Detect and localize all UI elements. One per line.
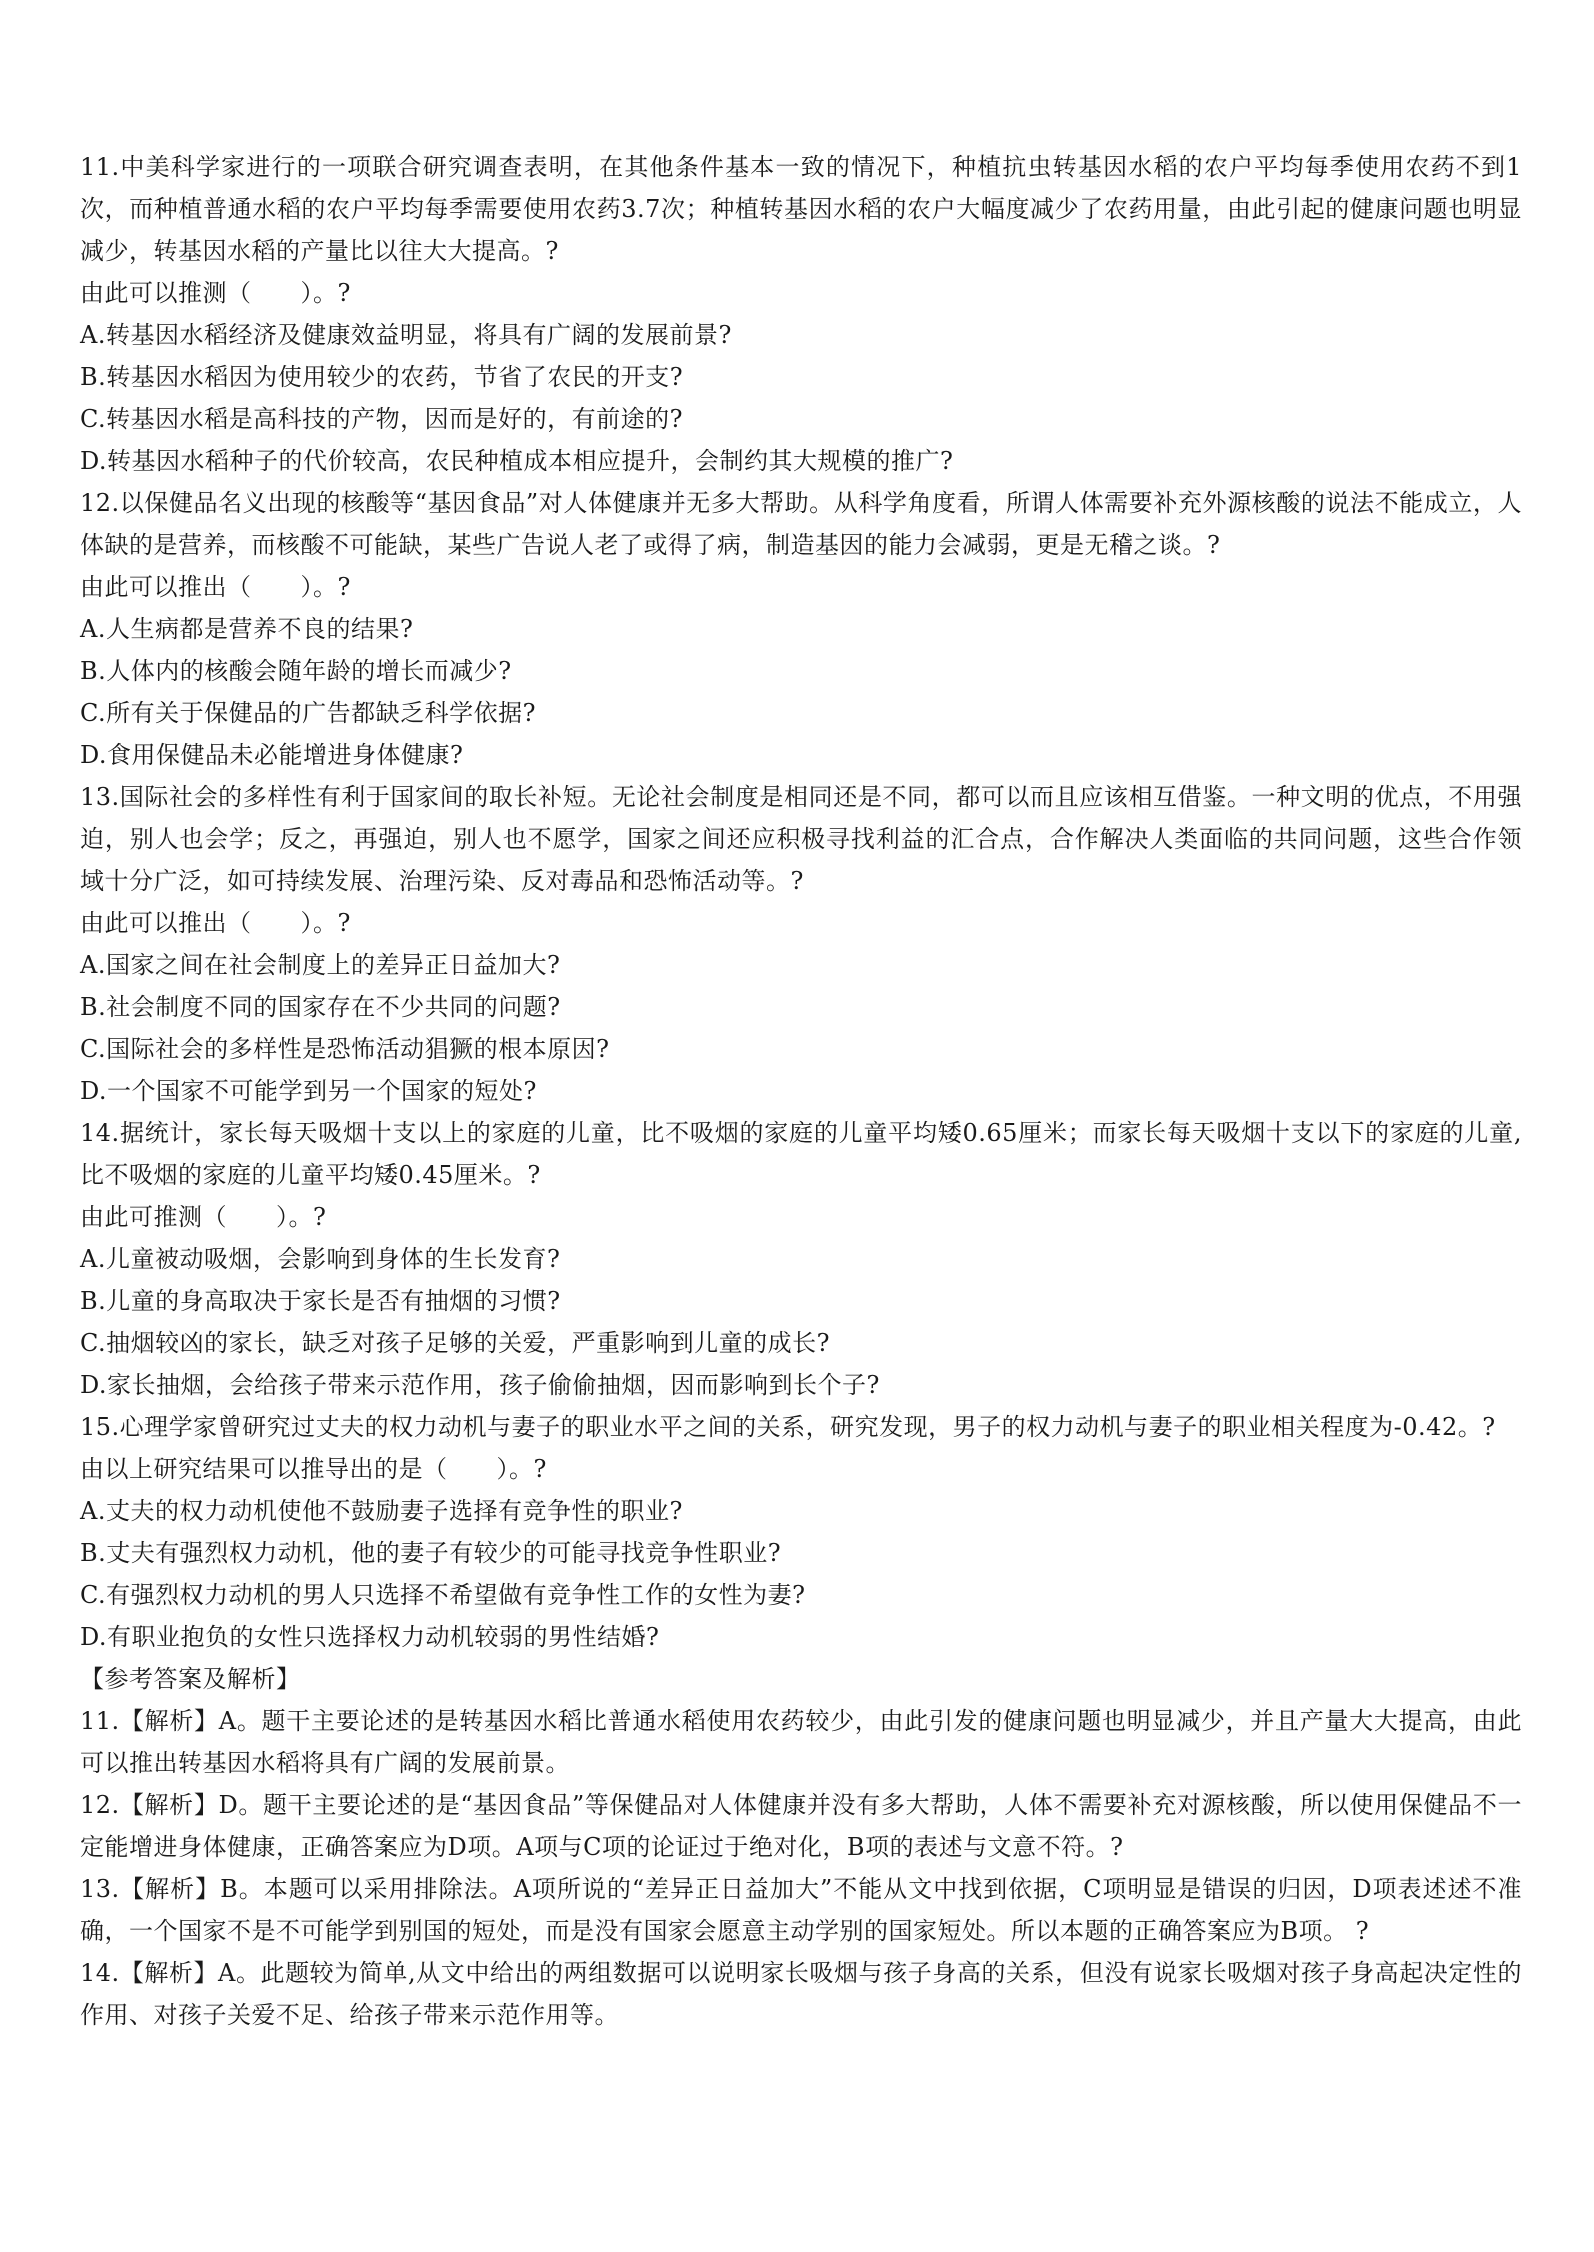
question-14 bbox=[80, 1112, 1522, 1406]
option-b: B.社会制度不同的国家存在不少共同的问题? bbox=[80, 993, 561, 1021]
option-b: B.人体内的核酸会随年龄的增长而减少? bbox=[80, 657, 512, 685]
option-a: A.儿童被动吸烟，会影响到身体的生长发育? bbox=[80, 1245, 561, 1273]
option-b: B.转基因水稻因为使用较少的农药，节省了农民的开支? bbox=[80, 363, 684, 391]
document-page bbox=[80, 146, 1522, 2036]
question-15 bbox=[80, 1406, 1522, 1658]
question-stem: 15.心理学家曾研究过丈夫的权力动机与妻子的职业水平之间的关系，研究发现，男子的权力动机与妻子的职业相关程度为-0.42。? bbox=[80, 1413, 1496, 1441]
option-c: C.抽烟较凶的家长，缺乏对孩子足够的关爱，严重影响到儿童的成长? bbox=[80, 1329, 831, 1357]
question-stem: 11.中美科学家进行的一项联合研究调查表明，在其他条件基本一致的情况下，种植抗虫转基因水稻的农户平均每季使用农药不到1次，而种植普通水稻的农户平均每季需要使用农药3.7次；种植转基因水稻的农户大幅度减少了农药用量，由此引起的健康问题也明显减少，转基因水稻的产量比以往大大提高。? bbox=[80, 153, 1522, 265]
option-c: C.转基因水稻是高科技的产物，因而是好的，有前途的? bbox=[80, 405, 684, 433]
question-12 bbox=[80, 482, 1522, 776]
option-a: A.丈夫的权力动机使他不鼓励妻子选择有竞争性的职业? bbox=[80, 1497, 683, 1525]
option-c: C.国际社会的多样性是恐怖活动猖獗的根本原因? bbox=[80, 1035, 610, 1063]
question-13 bbox=[80, 776, 1522, 1112]
option-b: B.儿童的身高取决于家长是否有抽烟的习惯? bbox=[80, 1287, 561, 1315]
question-stem: 13.国际社会的多样性有利于国家间的取长补短。无论社会制度是相同还是不同，都可以而且应该相互借鉴。一种文明的优点，不用强迫，别人也会学；反之，再强迫，别人也不愿学，国家之间还应积极寻找利益的汇合点，合作解决人类面临的共同问题，这些合作领域十分广泛，如可持续发展、治理污染、反对毒品和恐怖活动等。? bbox=[80, 783, 1522, 895]
option-d: D.转基因水稻种子的代价较高，农民种植成本相应提升，会制约其大规模的推广? bbox=[80, 447, 954, 475]
question-prompt: 由此可以推测（ ）。? bbox=[80, 279, 351, 307]
question-prompt: 由此可推测（ ）。? bbox=[80, 1203, 327, 1231]
question-stem: 14.据统计，家长每天吸烟十支以上的家庭的儿童，比不吸烟的家庭的儿童平均矮0.65厘米；而家长每天吸烟十支以下的家庭的儿童,比不吸烟的家庭的儿童平均矮0.45厘米。? bbox=[80, 1119, 1522, 1189]
question-prompt: 由以上研究结果可以推导出的是（ ）。? bbox=[80, 1455, 547, 1483]
answer-14: 14.【解析】A。此题较为简单,从文中给出的两组数据可以说明家长吸烟与孩子身高的关系，但没有说家长吸烟对孩子身高起决定性的作用、对孩子关爱不足、给孩子带来示范作用等。 bbox=[80, 1959, 1522, 2029]
answers-heading: 【参考答案及解析】 bbox=[80, 1665, 301, 1693]
option-c: C.所有关于保健品的广告都缺乏科学依据? bbox=[80, 699, 537, 727]
option-c: C.有强烈权力动机的男人只选择不希望做有竞争性工作的女性为妻? bbox=[80, 1581, 806, 1609]
question-11 bbox=[80, 146, 1522, 482]
answer-12: 12.【解析】D。题干主要论述的是“基因食品”等保健品对人体健康并没有多大帮助，人体不需要补充对源核酸，所以使用保健品不一定能增进身体健康，正确答案应为D项。A项与C项的论证过于绝对化，B项的表述与文意不符。? bbox=[80, 1791, 1522, 1861]
option-a: A.转基因水稻经济及健康效益明显，将具有广阔的发展前景? bbox=[80, 321, 732, 349]
option-d: D.家长抽烟，会给孩子带来示范作用，孩子偷偷抽烟，因而影响到长个子? bbox=[80, 1371, 880, 1399]
option-d: D.食用保健品未必能增进身体健康? bbox=[80, 741, 464, 769]
option-a: A.人生病都是营养不良的结果? bbox=[80, 615, 414, 643]
option-d: D.一个国家不可能学到另一个国家的短处? bbox=[80, 1077, 537, 1105]
option-a: A.国家之间在社会制度上的差异正日益加大? bbox=[80, 951, 561, 979]
question-prompt: 由此可以推出（ ）。? bbox=[80, 909, 351, 937]
question-prompt: 由此可以推出（ ）。? bbox=[80, 573, 351, 601]
option-d: D.有职业抱负的女性只选择权力动机较弱的男性结婚? bbox=[80, 1623, 660, 1651]
option-b: B.丈夫有强烈权力动机，他的妻子有较少的可能寻找竞争性职业? bbox=[80, 1539, 782, 1567]
answer-11: 11.【解析】A。题干主要论述的是转基因水稻比普通水稻使用农药较少，由此引发的健康问题也明显减少，并且产量大大提高，由此可以推出转基因水稻将具有广阔的发展前景。 bbox=[80, 1707, 1522, 1777]
answer-13: 13.【解析】B。本题可以采用排除法。A项所说的“差异正日益加大”不能从文中找到依据，C项明显是错误的归因，D项表述述不准确，一个国家不是不可能学到别国的短处，而是没有国家会愿意主动学别的国家短处。所以本题的正确答案应为B项。 ? bbox=[80, 1875, 1522, 1945]
question-stem: 12.以保健品名义出现的核酸等“基因食品”对人体健康并无多大帮助。从科学角度看，所谓人体需要补充外源核酸的说法不能成立，人体缺的是营养，而核酸不可能缺，某些广告说人老了或得了病，制造基因的能力会减弱，更是无稽之谈。? bbox=[80, 489, 1522, 559]
